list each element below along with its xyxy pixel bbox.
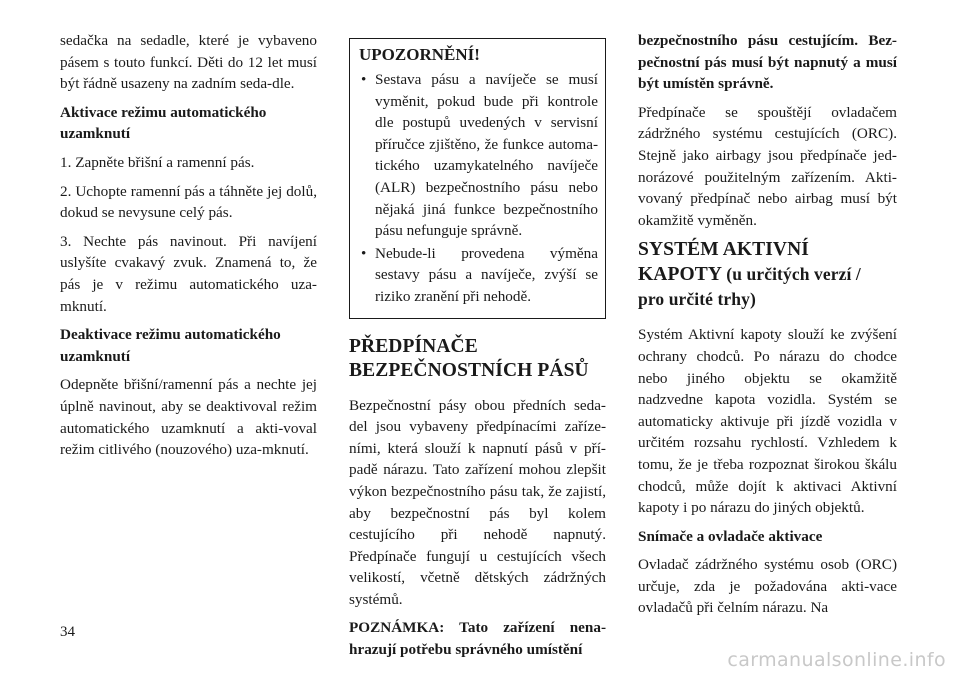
section-title-active-hood [638,238,897,312]
paragraph-pretensioners: Bezpečnostní pásy obou předních seda-del jsou vybaveny předpínacími zaříze-ními, která slouží k napnutí pásů v pří-padě nárazu. Tato zařízení mohou zlepšit výkon bezpečnostního pásu tak, že zajistí, aby bezpečnostní pás byl kolem cestujícího při nehodě napnutý. Předpínače fungují u cestujících všech velikostí, včetně dětských zádržných systémů. [349,396,606,608]
warning-item [359,69,598,242]
heading-auto-lock-deactivation: Deaktivace režimu automatického uzamknutí [60,326,281,365]
paragraph-orc: Předpínače se spouštějí ovladačem zádržného systému cestujících (ORC). Stejně jako airbagy jsou předpínače jed-norázové použitelným zařízením. Akti-vovaný předpínač nebo airbag musí být okamžitě vyměněn. [638,103,897,229]
section-title-line: pro určité trhy) [638,289,756,310]
watermark: carmanualsonline.info [727,649,946,671]
section-title-line: KAPOTY [638,264,722,286]
paragraph-child-seat: sedačka na sedadle, které je vybaveno pásem s touto funkcí. Děti do 12 let musí být řádně usazeny na zadním seda-dle. [60,32,317,93]
note-continuation: bezpečnostního pásu cestujícím. Bez-pečnostní pás musí být napnutý a musí být umístěn správně. [638,32,897,93]
section-title-pretensioners [349,335,606,383]
warning-title: UPOZORNĚNÍ! [359,45,480,64]
paragraph-orc-activation: Ovladač zádržného systému osob (ORC) určuje, zda je požadována akti-vace ovladačů při čelním nárazu. Na [638,556,897,617]
warning-list [359,69,598,308]
section-title-sub: (u určitých verzí / [726,264,861,285]
step-1: 1. Zapněte břišní a ramenní pás. [60,153,255,171]
warning-item [359,243,598,308]
heading-auto-lock-activation: Aktivace režimu automatického uzamknutí [60,103,267,143]
step-3: 3. Nechte pás navinout. Při navíjení uslyšíte cvakavý zvuk. Znamená to, že pás je v režimu automatického uza-mknutí. [60,232,317,315]
paragraph-deactivation: Odepněte břišní/ramenní pás a nechte jej úplně navinout, aby se deaktivoval režim automatického uzamknutí a akti-voval režim citlivého (nouzového) uza-mknutí. [60,376,317,459]
paragraph-active-hood: Systém Aktivní kapoty slouží ke zvýšení ochrany chodců. Po nárazu do chodce nebo jiného objektu se okamžitě nadzvedne kapota vozidla. Systém se automaticky aktivuje při jízdě vozidla v určitém rozsahu rychlostí. Vzhledem k tomu, že je třeba rozpoznat širokou škálu chodců, může dojít k aktivaci Aktivní kapoty i po nárazu do jiných objektů. [638,326,897,517]
column-middle [349,30,606,668]
column-right [638,30,897,626]
page-number: 34 [60,624,75,640]
heading-sensors: Snímače a ovladače aktivace [638,527,823,545]
note-paragraph: POZNÁMKA: Tato zařízení nena-hrazují potřebu správného umístění [349,619,606,659]
warning-item-text: Nebude-li provedena výměna sestavy pásu a navíječe, zvýší se riziko zranění při nehodě. [375,244,598,305]
warning-item-text: Sestava pásu a navíječe se musí vyměnit, pokud bude při kontrole dle postupů uvedených v servisní příručce zjištěno, že funkce automa-tického uzamykatelného navíječe (ALR) bezpečnostního pásu nebo nějaká jiná funkce bezpečnostního pásu nefunguje správně. [375,71,598,240]
bullet-icon: • [361,71,367,88]
section-title-line: SYSTÉM AKTIVNÍ [638,239,809,261]
column-left [60,30,317,468]
bullet-icon: • [361,244,367,262]
warning-box [349,38,606,319]
step-2: 2. Uchopte ramenní pás a táhněte jej dolů, dokud se nevysune celý pás. [60,182,317,222]
section-title-line: BEZPEČNOSTNÍCH PÁSŮ [349,359,589,381]
section-title-line: PŘEDPÍNAČE [349,335,478,357]
